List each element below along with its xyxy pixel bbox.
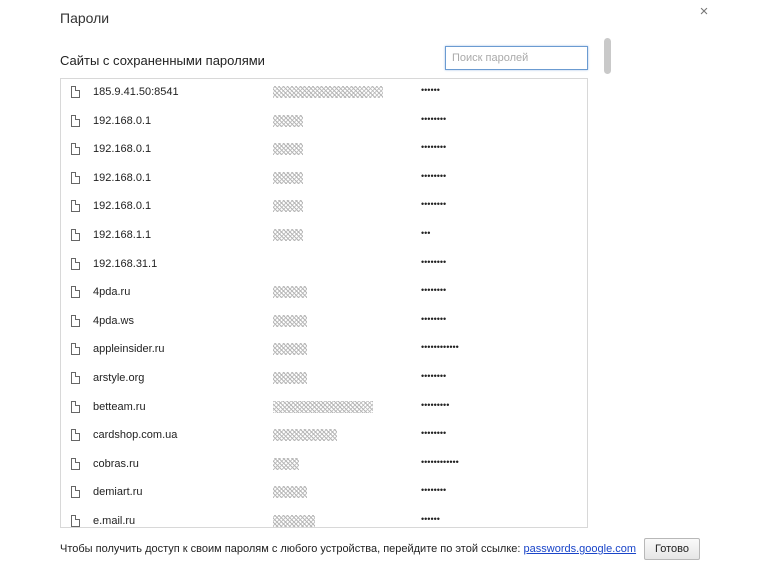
file-icon <box>71 515 80 527</box>
password-mask: •••••••••••• <box>421 456 459 467</box>
password-mask: •••••••• <box>421 485 447 496</box>
site-url: 185.9.41.50:8541 <box>93 86 179 98</box>
password-row[interactable] <box>61 394 587 422</box>
password-row[interactable] <box>61 108 587 136</box>
password-row[interactable] <box>61 279 587 307</box>
username-obscured <box>273 286 307 298</box>
password-row[interactable] <box>61 251 587 279</box>
search-input[interactable] <box>445 46 588 70</box>
password-mask: •••••••••••• <box>421 342 459 353</box>
site-url: betteam.ru <box>93 400 146 413</box>
file-icon <box>71 458 80 470</box>
password-row[interactable] <box>61 308 587 336</box>
password-row[interactable] <box>61 451 587 479</box>
footer-message <box>60 543 636 555</box>
footer-text: Чтобы получить доступ к своим паролям с любого устройства, перейдите по этой ссылке: <box>60 543 524 555</box>
password-mask: •••••••• <box>421 371 447 381</box>
site-url: 192.168.0.1 <box>93 171 152 184</box>
password-row[interactable] <box>61 422 587 450</box>
password-mask: •••••••• <box>421 142 447 153</box>
password-row[interactable] <box>61 79 587 107</box>
password-row[interactable] <box>61 336 587 364</box>
site-url: cobras.ru <box>93 457 139 470</box>
password-mask: •••••••• <box>421 113 447 124</box>
site-url: arstyle.org <box>93 372 145 384</box>
password-mask: •••••••• <box>421 428 447 439</box>
username-obscured <box>273 486 307 498</box>
site-url: e.mail.ru <box>93 515 136 527</box>
password-mask: •••••• <box>421 85 440 95</box>
password-row[interactable] <box>61 479 587 507</box>
password-mask: •••••••• <box>421 313 447 324</box>
passwords-link[interactable]: passwords.google.com <box>523 543 637 555</box>
password-mask: •••••• <box>421 514 440 524</box>
password-mask: •••••••• <box>421 256 447 267</box>
file-icon <box>71 143 80 155</box>
username-obscured <box>273 401 373 413</box>
username-obscured <box>273 372 307 384</box>
username-obscured <box>273 429 337 441</box>
password-row[interactable] <box>61 165 587 193</box>
file-icon <box>71 86 80 98</box>
site-url: appleinsider.ru <box>93 343 165 356</box>
file-icon <box>71 401 80 413</box>
password-row[interactable] <box>61 222 587 250</box>
site-url: cardshop.com.ua <box>93 429 178 442</box>
password-row[interactable] <box>61 365 587 393</box>
username-obscured <box>273 172 303 184</box>
username-obscured <box>273 143 303 155</box>
file-icon <box>71 486 80 498</box>
file-icon <box>71 315 80 327</box>
site-url: 192.168.0.1 <box>93 143 152 156</box>
dialog-scrollbar[interactable] <box>604 38 611 74</box>
password-mask: •••••••• <box>421 285 447 296</box>
password-mask: ••• <box>421 228 431 238</box>
password-row[interactable] <box>61 508 587 528</box>
file-icon <box>71 229 80 241</box>
username-obscured <box>273 515 315 527</box>
file-icon <box>71 200 80 212</box>
username-obscured <box>273 115 303 127</box>
site-url: 192.168.1.1 <box>93 229 152 241</box>
password-row[interactable] <box>61 136 587 164</box>
password-mask: •••••••• <box>421 170 447 181</box>
username-obscured <box>273 343 307 355</box>
password-mask: •••••••• <box>421 199 447 210</box>
file-icon <box>71 429 80 441</box>
site-url: 192.168.0.1 <box>93 200 152 213</box>
password-mask: ••••••••• <box>421 399 450 410</box>
password-list <box>60 78 588 528</box>
site-url: 192.168.0.1 <box>93 114 152 127</box>
username-obscured <box>273 458 299 470</box>
file-icon <box>71 286 80 298</box>
done-button[interactable]: Готово <box>644 538 700 560</box>
file-icon <box>71 115 80 127</box>
username-obscured <box>273 200 303 212</box>
section-title: Сайты с сохраненными паролями <box>60 53 265 68</box>
close-icon[interactable]: × <box>699 3 709 20</box>
site-url: 4pda.ws <box>93 314 134 327</box>
file-icon <box>71 172 80 184</box>
username-obscured <box>273 315 307 327</box>
username-obscured <box>273 86 383 98</box>
site-url: 192.168.31.1 <box>93 257 158 270</box>
file-icon <box>71 343 80 355</box>
file-icon <box>71 372 80 384</box>
site-url: demiart.ru <box>93 486 143 499</box>
file-icon <box>71 258 80 270</box>
dialog-title: Пароли <box>60 10 110 26</box>
site-url: 4pda.ru <box>93 286 131 299</box>
username-obscured <box>273 229 303 241</box>
password-row[interactable] <box>61 193 587 221</box>
